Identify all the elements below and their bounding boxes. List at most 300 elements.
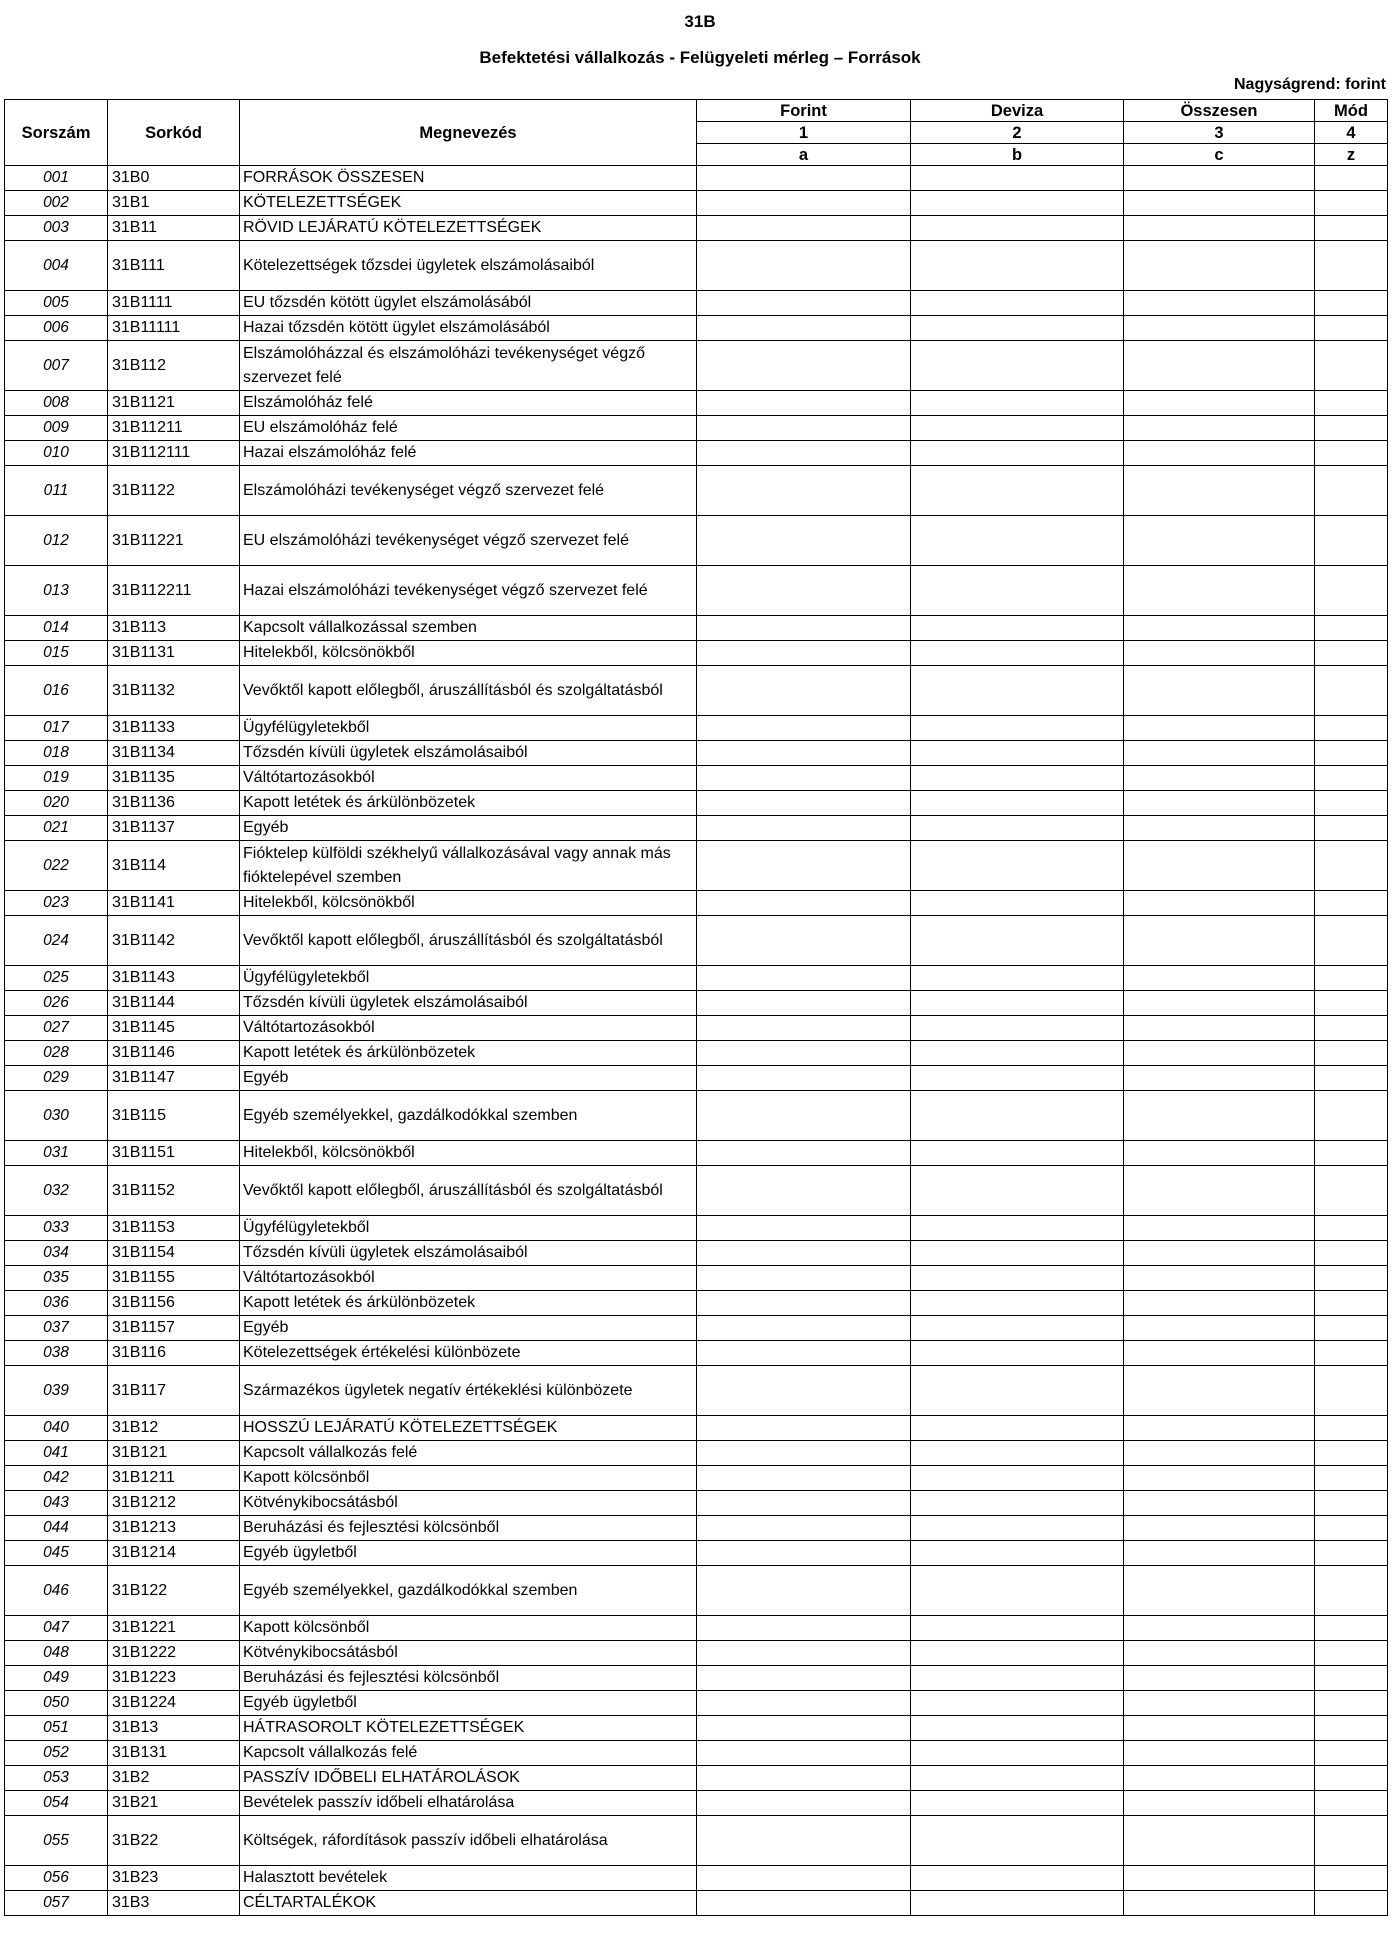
row-sorkod: 31B21 xyxy=(108,1791,240,1816)
row-value-osszesen[interactable] xyxy=(1124,291,1315,316)
row-value-mod[interactable] xyxy=(1315,1441,1388,1466)
row-value-deviza[interactable] xyxy=(911,1566,1124,1616)
row-value-osszesen[interactable] xyxy=(1124,1291,1315,1316)
row-value-deviza[interactable] xyxy=(911,516,1124,566)
row-value-osszesen[interactable] xyxy=(1124,1516,1315,1541)
table-row xyxy=(5,616,1388,641)
row-value-deviza[interactable] xyxy=(911,291,1124,316)
row-value-mod[interactable] xyxy=(1315,1416,1388,1441)
row-value-osszesen[interactable] xyxy=(1124,1066,1315,1091)
row-value-forint[interactable] xyxy=(697,1466,911,1491)
row-megnevezes: Költségek, ráfordítások passzív időbeli elhatárolása xyxy=(240,1816,697,1866)
row-value-osszesen[interactable] xyxy=(1124,1816,1315,1866)
row-sorszam: 001 xyxy=(5,166,108,191)
row-value-osszesen[interactable] xyxy=(1124,1741,1315,1766)
header-sorszam: Sorszám xyxy=(5,100,108,166)
row-value-mod[interactable] xyxy=(1315,666,1388,716)
row-value-deviza[interactable] xyxy=(911,166,1124,191)
row-value-forint[interactable] xyxy=(697,1666,911,1691)
row-value-deviza[interactable] xyxy=(911,991,1124,1016)
row-value-mod[interactable] xyxy=(1315,466,1388,516)
row-value-deviza[interactable] xyxy=(911,1891,1124,1916)
row-value-mod[interactable] xyxy=(1315,1341,1388,1366)
row-value-osszesen[interactable] xyxy=(1124,166,1315,191)
row-value-forint[interactable] xyxy=(697,516,911,566)
row-value-mod[interactable] xyxy=(1315,341,1388,391)
row-sorkod: 31B1223 xyxy=(108,1666,240,1691)
row-value-forint[interactable] xyxy=(697,1541,911,1566)
row-value-deviza[interactable] xyxy=(911,1641,1124,1666)
row-sorszam: 027 xyxy=(5,1016,108,1041)
row-sorszam: 036 xyxy=(5,1291,108,1316)
row-sorkod: 31B13 xyxy=(108,1716,240,1741)
row-sorkod: 31B1211 xyxy=(108,1466,240,1491)
row-value-deviza[interactable] xyxy=(911,191,1124,216)
row-value-mod[interactable] xyxy=(1315,1891,1388,1916)
row-value-mod[interactable] xyxy=(1315,1266,1388,1291)
row-megnevezes: Halasztott bevételek xyxy=(240,1866,697,1891)
row-value-osszesen[interactable] xyxy=(1124,216,1315,241)
row-sorszam: 018 xyxy=(5,741,108,766)
row-value-forint[interactable] xyxy=(697,166,911,191)
row-value-forint[interactable] xyxy=(697,316,911,341)
row-value-deviza[interactable] xyxy=(911,1616,1124,1641)
header-num-mod: 4 xyxy=(1315,122,1388,144)
table-row xyxy=(5,316,1388,341)
row-value-osszesen[interactable] xyxy=(1124,966,1315,991)
row-value-osszesen[interactable] xyxy=(1124,766,1315,791)
row-value-deviza[interactable] xyxy=(911,416,1124,441)
row-value-osszesen[interactable] xyxy=(1124,1691,1315,1716)
row-value-mod[interactable] xyxy=(1315,641,1388,666)
row-value-osszesen[interactable] xyxy=(1124,1491,1315,1516)
row-value-deviza[interactable] xyxy=(911,341,1124,391)
row-value-osszesen[interactable] xyxy=(1124,891,1315,916)
table-row xyxy=(5,1641,1388,1666)
row-value-deviza[interactable] xyxy=(911,1816,1124,1866)
table-row xyxy=(5,1216,1388,1241)
row-value-deviza[interactable] xyxy=(911,1866,1124,1891)
row-value-forint[interactable] xyxy=(697,1066,911,1091)
row-value-forint[interactable] xyxy=(697,1266,911,1291)
row-value-forint[interactable] xyxy=(697,1866,911,1891)
row-value-osszesen[interactable] xyxy=(1124,1241,1315,1266)
row-value-forint[interactable] xyxy=(697,466,911,516)
row-value-osszesen[interactable] xyxy=(1124,641,1315,666)
row-value-osszesen[interactable] xyxy=(1124,1616,1315,1641)
row-sorszam: 047 xyxy=(5,1616,108,1641)
row-value-osszesen[interactable] xyxy=(1124,466,1315,516)
row-value-mod[interactable] xyxy=(1315,416,1388,441)
row-value-forint[interactable] xyxy=(697,1291,911,1316)
row-value-osszesen[interactable] xyxy=(1124,816,1315,841)
row-value-deviza[interactable] xyxy=(911,1366,1124,1416)
row-value-forint[interactable] xyxy=(697,566,911,616)
row-value-forint[interactable] xyxy=(697,1441,911,1466)
row-sorszam: 043 xyxy=(5,1491,108,1516)
row-sorszam: 032 xyxy=(5,1166,108,1216)
row-value-osszesen[interactable] xyxy=(1124,1216,1315,1241)
row-value-deviza[interactable] xyxy=(911,1441,1124,1466)
row-value-mod[interactable] xyxy=(1315,291,1388,316)
row-value-forint[interactable] xyxy=(697,1641,911,1666)
row-value-osszesen[interactable] xyxy=(1124,1016,1315,1041)
row-value-mod[interactable] xyxy=(1315,916,1388,966)
row-value-forint[interactable] xyxy=(697,791,911,816)
row-value-osszesen[interactable] xyxy=(1124,1141,1315,1166)
row-value-forint[interactable] xyxy=(697,1891,911,1916)
row-value-mod[interactable] xyxy=(1315,1791,1388,1816)
row-sorkod: 31B1156 xyxy=(108,1291,240,1316)
row-value-mod[interactable] xyxy=(1315,1641,1388,1666)
row-value-osszesen[interactable] xyxy=(1124,1466,1315,1491)
row-value-osszesen[interactable] xyxy=(1124,666,1315,716)
row-value-osszesen[interactable] xyxy=(1124,566,1315,616)
row-value-mod[interactable] xyxy=(1315,1691,1388,1716)
row-value-deviza[interactable] xyxy=(911,1466,1124,1491)
row-sorkod: 31B116 xyxy=(108,1341,240,1366)
row-sorkod: 31B112211 xyxy=(108,566,240,616)
row-sorszam: 039 xyxy=(5,1366,108,1416)
row-value-forint[interactable] xyxy=(697,666,911,716)
row-value-forint[interactable] xyxy=(697,1716,911,1741)
row-value-mod[interactable] xyxy=(1315,1316,1388,1341)
row-value-deviza[interactable] xyxy=(911,666,1124,716)
row-value-deviza[interactable] xyxy=(911,1491,1124,1516)
row-value-deviza[interactable] xyxy=(911,791,1124,816)
row-value-osszesen[interactable] xyxy=(1124,1166,1315,1216)
row-value-osszesen[interactable] xyxy=(1124,716,1315,741)
row-value-deviza[interactable] xyxy=(911,1691,1124,1716)
row-value-forint[interactable] xyxy=(697,1166,911,1216)
row-value-osszesen[interactable] xyxy=(1124,791,1315,816)
row-sorkod: 31B1144 xyxy=(108,991,240,1016)
row-value-mod[interactable] xyxy=(1315,741,1388,766)
row-value-deviza[interactable] xyxy=(911,1091,1124,1141)
table-row xyxy=(5,1791,1388,1816)
row-value-forint[interactable] xyxy=(697,241,911,291)
row-value-mod[interactable] xyxy=(1315,1716,1388,1741)
row-value-deviza[interactable] xyxy=(911,1266,1124,1291)
row-value-mod[interactable] xyxy=(1315,1466,1388,1491)
row-value-forint[interactable] xyxy=(697,1141,911,1166)
row-megnevezes: Hitelekből, kölcsönökből xyxy=(240,891,697,916)
row-value-osszesen[interactable] xyxy=(1124,1891,1315,1916)
row-value-mod[interactable] xyxy=(1315,1816,1388,1866)
row-value-deviza[interactable] xyxy=(911,1016,1124,1041)
row-value-mod[interactable] xyxy=(1315,1166,1388,1216)
row-value-osszesen[interactable] xyxy=(1124,1766,1315,1791)
row-value-osszesen[interactable] xyxy=(1124,416,1315,441)
row-value-osszesen[interactable] xyxy=(1124,1541,1315,1566)
row-sorszam: 053 xyxy=(5,1766,108,1791)
row-value-osszesen[interactable] xyxy=(1124,1716,1315,1741)
row-value-osszesen[interactable] xyxy=(1124,516,1315,566)
row-value-deviza[interactable] xyxy=(911,616,1124,641)
row-value-mod[interactable] xyxy=(1315,1141,1388,1166)
form-title: Befektetési vállalkozás - Felügyeleti mérleg – Források xyxy=(479,48,921,67)
row-value-mod[interactable] xyxy=(1315,1541,1388,1566)
header-let-osszesen: c xyxy=(1124,144,1315,166)
row-value-forint[interactable] xyxy=(697,991,911,1016)
row-value-deviza[interactable] xyxy=(911,1716,1124,1741)
row-value-forint[interactable] xyxy=(697,916,911,966)
row-value-mod[interactable] xyxy=(1315,966,1388,991)
row-value-osszesen[interactable] xyxy=(1124,1791,1315,1816)
row-value-deviza[interactable] xyxy=(911,716,1124,741)
row-value-forint[interactable] xyxy=(697,1566,911,1616)
row-megnevezes: Egyéb ügyletből xyxy=(240,1541,697,1566)
table-row xyxy=(5,1091,1388,1141)
row-value-osszesen[interactable] xyxy=(1124,1091,1315,1141)
row-value-forint[interactable] xyxy=(697,641,911,666)
row-value-osszesen[interactable] xyxy=(1124,916,1315,966)
row-value-forint[interactable] xyxy=(697,416,911,441)
row-value-mod[interactable] xyxy=(1315,1566,1388,1616)
row-value-mod[interactable] xyxy=(1315,991,1388,1016)
row-value-forint[interactable] xyxy=(697,1816,911,1866)
row-value-deviza[interactable] xyxy=(911,841,1124,891)
balance-sheet-table xyxy=(4,99,1388,1916)
row-value-forint[interactable] xyxy=(697,1791,911,1816)
row-value-mod[interactable] xyxy=(1315,1616,1388,1641)
row-value-osszesen[interactable] xyxy=(1124,1641,1315,1666)
row-sorkod: 31B1134 xyxy=(108,741,240,766)
row-value-deviza[interactable] xyxy=(911,1541,1124,1566)
row-value-forint[interactable] xyxy=(697,741,911,766)
row-value-forint[interactable] xyxy=(697,341,911,391)
row-megnevezes: Beruházási és fejlesztési kölcsönből xyxy=(240,1666,697,1691)
table-row xyxy=(5,1866,1388,1891)
row-value-osszesen[interactable] xyxy=(1124,241,1315,291)
row-value-mod[interactable] xyxy=(1315,1491,1388,1516)
row-value-mod[interactable] xyxy=(1315,841,1388,891)
table-row xyxy=(5,466,1388,516)
row-value-osszesen[interactable] xyxy=(1124,616,1315,641)
row-value-deviza[interactable] xyxy=(911,441,1124,466)
row-value-deviza[interactable] xyxy=(911,891,1124,916)
row-value-osszesen[interactable] xyxy=(1124,841,1315,891)
header-osszesen: Összesen xyxy=(1124,100,1315,122)
row-megnevezes: Hitelekből, kölcsönökből xyxy=(240,641,697,666)
row-value-forint[interactable] xyxy=(697,841,911,891)
row-value-deviza[interactable] xyxy=(911,816,1124,841)
row-value-deviza[interactable] xyxy=(911,1766,1124,1791)
row-megnevezes: Egyéb személyekkel, gazdálkodókkal szemben xyxy=(240,1566,697,1616)
row-value-deviza[interactable] xyxy=(911,1316,1124,1341)
row-value-forint[interactable] xyxy=(697,1341,911,1366)
row-sorszam: 054 xyxy=(5,1791,108,1816)
row-value-forint[interactable] xyxy=(697,1216,911,1241)
row-value-mod[interactable] xyxy=(1315,791,1388,816)
row-value-mod[interactable] xyxy=(1315,1066,1388,1091)
row-value-mod[interactable] xyxy=(1315,1091,1388,1141)
row-value-osszesen[interactable] xyxy=(1124,191,1315,216)
row-value-deviza[interactable] xyxy=(911,1666,1124,1691)
row-value-forint[interactable] xyxy=(697,716,911,741)
row-value-deviza[interactable] xyxy=(911,1516,1124,1541)
row-megnevezes: Hazai elszámolóházi tevékenységet végző szervezet felé xyxy=(240,566,697,616)
row-sorkod: 31B0 xyxy=(108,166,240,191)
table-row xyxy=(5,1166,1388,1216)
row-value-mod[interactable] xyxy=(1315,516,1388,566)
row-value-forint[interactable] xyxy=(697,1366,911,1416)
table-row xyxy=(5,1541,1388,1566)
row-value-forint[interactable] xyxy=(697,1016,911,1041)
row-value-osszesen[interactable] xyxy=(1124,1866,1315,1891)
row-sorszam: 003 xyxy=(5,216,108,241)
row-value-mod[interactable] xyxy=(1315,1241,1388,1266)
row-value-osszesen[interactable] xyxy=(1124,441,1315,466)
row-value-osszesen[interactable] xyxy=(1124,341,1315,391)
row-value-forint[interactable] xyxy=(697,1766,911,1791)
row-sorszam: 002 xyxy=(5,191,108,216)
row-value-mod[interactable] xyxy=(1315,191,1388,216)
row-value-mod[interactable] xyxy=(1315,616,1388,641)
row-value-deviza[interactable] xyxy=(911,916,1124,966)
row-value-mod[interactable] xyxy=(1315,716,1388,741)
row-value-deviza[interactable] xyxy=(911,391,1124,416)
row-sorkod: 31B1222 xyxy=(108,1641,240,1666)
row-sorszam: 041 xyxy=(5,1441,108,1466)
row-value-deviza[interactable] xyxy=(911,1041,1124,1066)
row-value-deviza[interactable] xyxy=(911,216,1124,241)
row-value-mod[interactable] xyxy=(1315,1666,1388,1691)
row-value-osszesen[interactable] xyxy=(1124,991,1315,1016)
table-row xyxy=(5,641,1388,666)
row-value-deviza[interactable] xyxy=(911,641,1124,666)
row-value-osszesen[interactable] xyxy=(1124,1316,1315,1341)
row-value-mod[interactable] xyxy=(1315,441,1388,466)
table-row xyxy=(5,766,1388,791)
table-row xyxy=(5,1491,1388,1516)
row-value-forint[interactable] xyxy=(697,1616,911,1641)
row-value-mod[interactable] xyxy=(1315,316,1388,341)
row-sorszam: 021 xyxy=(5,816,108,841)
row-value-deviza[interactable] xyxy=(911,1241,1124,1266)
row-value-mod[interactable] xyxy=(1315,1866,1388,1891)
row-value-deviza[interactable] xyxy=(911,1341,1124,1366)
row-sorszam: 004 xyxy=(5,241,108,291)
row-value-deviza[interactable] xyxy=(911,966,1124,991)
row-value-mod[interactable] xyxy=(1315,166,1388,191)
row-value-osszesen[interactable] xyxy=(1124,1341,1315,1366)
row-value-mod[interactable] xyxy=(1315,1516,1388,1541)
header-num-deviza: 2 xyxy=(911,122,1124,144)
row-value-mod[interactable] xyxy=(1315,241,1388,291)
row-value-deviza[interactable] xyxy=(911,466,1124,516)
row-value-deviza[interactable] xyxy=(911,1416,1124,1441)
table-row xyxy=(5,416,1388,441)
row-value-deviza[interactable] xyxy=(911,766,1124,791)
row-megnevezes: Beruházási és fejlesztési kölcsönből xyxy=(240,1516,697,1541)
row-value-mod[interactable] xyxy=(1315,766,1388,791)
row-value-forint[interactable] xyxy=(697,1416,911,1441)
row-value-deviza[interactable] xyxy=(911,316,1124,341)
row-value-mod[interactable] xyxy=(1315,1216,1388,1241)
row-value-osszesen[interactable] xyxy=(1124,741,1315,766)
row-value-osszesen[interactable] xyxy=(1124,1366,1315,1416)
row-sorkod: 31B1153 xyxy=(108,1216,240,1241)
row-value-forint[interactable] xyxy=(697,816,911,841)
row-value-deviza[interactable] xyxy=(911,241,1124,291)
row-value-osszesen[interactable] xyxy=(1124,391,1315,416)
row-value-mod[interactable] xyxy=(1315,816,1388,841)
row-value-mod[interactable] xyxy=(1315,1766,1388,1791)
row-value-osszesen[interactable] xyxy=(1124,1266,1315,1291)
row-sorkod: 31B11221 xyxy=(108,516,240,566)
table-row xyxy=(5,1241,1388,1266)
row-value-forint[interactable] xyxy=(697,766,911,791)
row-value-forint[interactable] xyxy=(697,1316,911,1341)
row-value-deviza[interactable] xyxy=(911,1291,1124,1316)
row-sorszam: 016 xyxy=(5,666,108,716)
row-megnevezes: Kapott letétek és árkülönbözetek xyxy=(240,1291,697,1316)
row-value-forint[interactable] xyxy=(697,441,911,466)
row-value-forint[interactable] xyxy=(697,1691,911,1716)
row-megnevezes: Kötelezettségek tőzsdei ügyletek elszámolásaiból xyxy=(240,241,697,291)
row-value-osszesen[interactable] xyxy=(1124,316,1315,341)
form-code: 31B xyxy=(684,12,716,31)
row-value-mod[interactable] xyxy=(1315,566,1388,616)
row-megnevezes: Kapott kölcsönből xyxy=(240,1466,697,1491)
row-value-mod[interactable] xyxy=(1315,1016,1388,1041)
row-value-osszesen[interactable] xyxy=(1124,1441,1315,1466)
row-megnevezes: FORRÁSOK ÖSSZESEN xyxy=(240,166,697,191)
row-value-forint[interactable] xyxy=(697,1491,911,1516)
row-value-deviza[interactable] xyxy=(911,1141,1124,1166)
row-sorszam: 035 xyxy=(5,1266,108,1291)
row-value-forint[interactable] xyxy=(697,1241,911,1266)
row-value-mod[interactable] xyxy=(1315,1291,1388,1316)
row-megnevezes: Egyéb személyekkel, gazdálkodókkal szemben xyxy=(240,1091,697,1141)
row-value-forint[interactable] xyxy=(697,291,911,316)
row-value-mod[interactable] xyxy=(1315,391,1388,416)
row-value-forint[interactable] xyxy=(697,966,911,991)
row-value-mod[interactable] xyxy=(1315,216,1388,241)
row-value-mod[interactable] xyxy=(1315,891,1388,916)
row-value-deviza[interactable] xyxy=(911,1216,1124,1241)
row-value-mod[interactable] xyxy=(1315,1041,1388,1066)
row-megnevezes: EU tőzsdén kötött ügylet elszámolásából xyxy=(240,291,697,316)
row-value-mod[interactable] xyxy=(1315,1366,1388,1416)
row-value-osszesen[interactable] xyxy=(1124,1416,1315,1441)
row-sorszam: 023 xyxy=(5,891,108,916)
row-value-deviza[interactable] xyxy=(911,1741,1124,1766)
row-value-osszesen[interactable] xyxy=(1124,1566,1315,1616)
row-value-forint[interactable] xyxy=(697,1091,911,1141)
row-sorkod: 31B1135 xyxy=(108,766,240,791)
row-value-osszesen[interactable] xyxy=(1124,1041,1315,1066)
row-value-deviza[interactable] xyxy=(911,741,1124,766)
row-value-forint[interactable] xyxy=(697,1041,911,1066)
row-value-forint[interactable] xyxy=(697,1516,911,1541)
row-value-forint[interactable] xyxy=(697,1741,911,1766)
row-value-forint[interactable] xyxy=(697,891,911,916)
row-value-forint[interactable] xyxy=(697,216,911,241)
row-value-deviza[interactable] xyxy=(911,1066,1124,1091)
row-value-deviza[interactable] xyxy=(911,1791,1124,1816)
row-value-osszesen[interactable] xyxy=(1124,1666,1315,1691)
row-value-mod[interactable] xyxy=(1315,1741,1388,1766)
row-value-forint[interactable] xyxy=(697,191,911,216)
table-row xyxy=(5,166,1388,191)
row-megnevezes: Váltótartozásokból xyxy=(240,1266,697,1291)
row-value-deviza[interactable] xyxy=(911,566,1124,616)
row-value-deviza[interactable] xyxy=(911,1166,1124,1216)
row-value-forint[interactable] xyxy=(697,616,911,641)
row-value-forint[interactable] xyxy=(697,391,911,416)
